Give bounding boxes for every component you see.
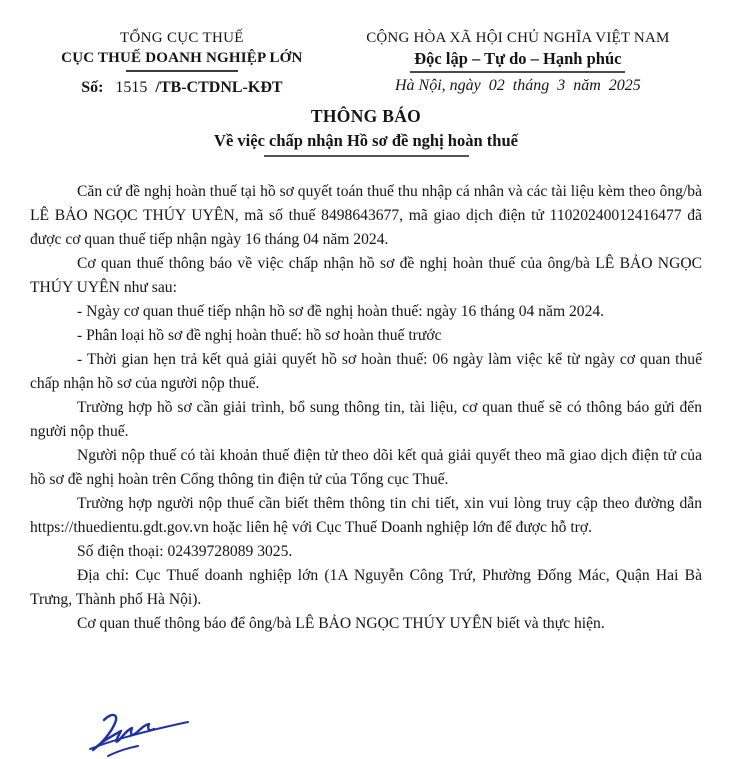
date-year: 2025	[608, 77, 641, 94]
signature-flourish-small	[108, 746, 138, 756]
notice-subject: Về việc chấp nhận Hồ sơ đề nghị hoàn thuế	[214, 131, 518, 150]
document-header	[30, 30, 702, 97]
doc-number-suffix: /TB-CTDNL-KĐT	[155, 79, 283, 96]
doc-number-label: Số:	[81, 79, 104, 96]
national-title: CỘNG HÒA XÃ HỘI CHỦ NGHĨA VIỆT NAM	[366, 30, 670, 46]
signature-flourish	[90, 722, 188, 749]
date-year-label: năm	[573, 77, 601, 94]
signature-stroke	[93, 715, 154, 750]
body-paragraph: Trường hợp hồ sơ cần giải trình, bổ sung thông tin, tài liệu, cơ quan thuế sẽ có thông báo gửi đến người nộp thuế.	[30, 399, 702, 440]
date-place-prefix: Hà Nội, ngày	[394, 77, 481, 94]
handwritten-signature	[88, 708, 198, 758]
document-body	[30, 180, 702, 636]
body-paragraph: Trường hợp người nộp thuế cần biết thêm thông tin chi tiết, xin vui lòng truy cập theo đường dẫn https://thuedientu.gdt.gov.vn hoặc liên hệ với Cục Thuế Doanh nghiệp lớn để được hỗ trợ.	[30, 495, 702, 536]
agency-underline-rule	[126, 70, 238, 72]
parent-agency-name: TỔNG CỤC THUẾ	[120, 30, 244, 46]
national-motto: Độc lập – Tự do – Hạnh phúc	[410, 49, 625, 73]
issuing-agency-block	[30, 30, 334, 97]
doc-number-line	[30, 79, 334, 97]
body-paragraph: Địa chỉ: Cục Thuế doanh nghiệp lớn (1A Nguyễn Công Trứ, Phường Đống Mác, Quận Hai Bà Trưng, Thành phố Hà Nội).	[30, 567, 702, 608]
body-paragraph: - Ngày cơ quan thuế tiếp nhận hồ sơ đề nghị hoàn thuế: ngày 16 tháng 04 năm 2024.	[77, 303, 605, 320]
title-block	[30, 106, 702, 157]
subject-underline-rule	[264, 155, 469, 157]
agency-name: CỤC THUẾ DOANH NGHIỆP LỚN	[61, 50, 303, 66]
issue-date-line	[334, 77, 702, 95]
body-paragraph: Cơ quan thuế thông báo về việc chấp nhận hồ sơ đề nghị hoàn thuế của ông/bà LÊ BẢO NGỌC THÚY UYÊN như sau:	[30, 255, 702, 296]
date-day: 02	[488, 77, 505, 94]
body-paragraph: Căn cứ đề nghị hoàn thuế tại hồ sơ quyết toán thuế thu nhập cá nhân và các tài liệu kèm theo ông/bà LÊ BẢO NGỌC THÚY UYÊN, mã số thuế 8498643677, mã giao dịch điện tử 11020240012416477 đã được cơ quan thuế tiếp nhận ngày 16 tháng 04 năm 2024.	[30, 183, 702, 248]
body-paragraph: Số điện thoại: 02439728089 3025.	[77, 543, 293, 560]
notice-title: THÔNG BÁO	[310, 106, 422, 126]
body-paragraph: Cơ quan thuế thông báo để ông/bà LÊ BẢO NGỌC THÚY UYÊN biết và thực hiện.	[77, 615, 605, 632]
date-month-label: tháng	[512, 77, 550, 94]
date-month: 3	[557, 77, 566, 94]
body-paragraph: Người nộp thuế có tài khoản thuế điện tử theo dõi kết quả giải quyết theo mã giao dịch điện tử của hồ sơ đề nghị hoàn trên Cổng thông tin điện tử của Tổng cục Thuế.	[30, 447, 702, 488]
body-paragraph: - Thời gian hẹn trả kết quả giải quyết hồ sơ hoàn thuế: 06 ngày làm việc kể từ ngày cơ quan thuế chấp nhận hồ sơ của người nộp thuế.	[30, 351, 702, 392]
doc-number-value: 1515	[115, 79, 148, 96]
national-motto-block	[334, 30, 702, 95]
body-paragraph: - Phân loại hồ sơ đề nghị hoàn thuế: hồ sơ hoàn thuế trước	[77, 327, 442, 344]
